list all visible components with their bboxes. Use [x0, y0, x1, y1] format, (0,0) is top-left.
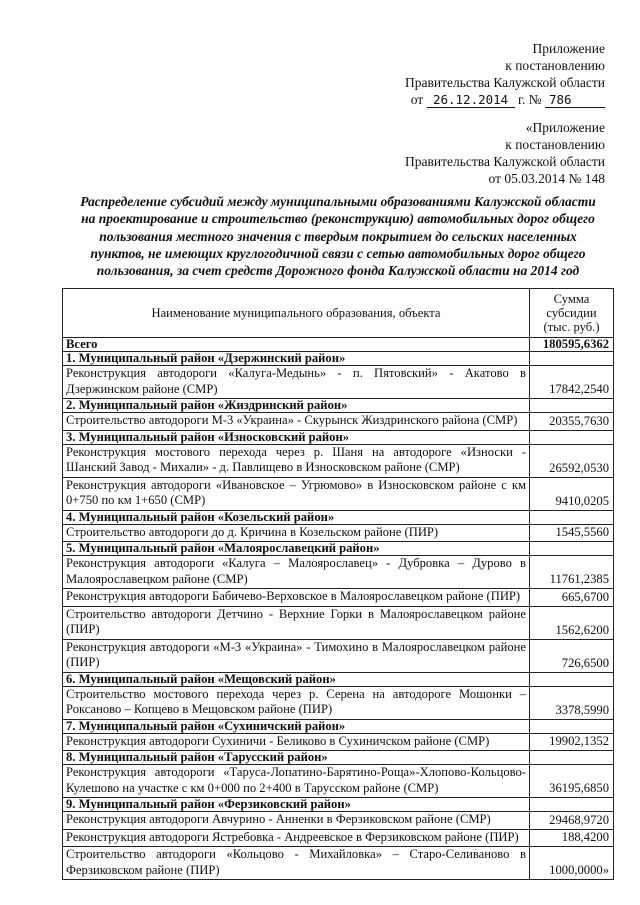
project-name: Реконструкция автодороги «Калуга-Медынь» - п. Пятовский» - Акатово в Дзержинском районе (СМР): [63, 366, 530, 399]
table-row: [63, 639, 614, 672]
prev-government-label: Правительства Калужской области: [404, 154, 605, 169]
district-amount-empty: [530, 672, 614, 686]
project-amount: 188,4200: [530, 829, 614, 847]
table-row: [63, 413, 614, 431]
project-amount: 1545,5560: [530, 524, 614, 542]
table-row: [63, 444, 614, 477]
project-name: Реконструкция автодороги Бабичево-Верховское в Малоярославецком районе (ПИР): [63, 589, 530, 607]
project-amount: 11761,2385: [530, 556, 614, 589]
district-row: [63, 719, 614, 733]
project-amount: 29468,9720: [530, 812, 614, 830]
project-name: Строительство автодороги «Кольцово - Михайловка» – Старо-Селиваново в Ферзиковском районе (ПИР): [63, 847, 530, 880]
district-row: [63, 542, 614, 556]
project-name: Реконструкция автодороги Сухиничи - Беликово в Сухиничском районе (СМР): [63, 733, 530, 751]
table-row: [63, 556, 614, 589]
appendix-label: Приложение: [532, 41, 605, 56]
table-row: [63, 589, 614, 607]
district-name: 4. Муниципальный район «Козельский район»: [63, 510, 530, 524]
table-row: [63, 606, 614, 639]
district-amount-empty: [530, 719, 614, 733]
district-name: 9. Муниципальный район «Ферзиковский район»: [63, 798, 530, 812]
col-header-sum-line2: субсидии: [546, 306, 597, 320]
project-amount: 19902,1352: [530, 733, 614, 751]
district-name: 2. Муниципальный район «Жиздринский район»: [63, 399, 530, 413]
project-name: Реконструкция автодороги «Калуга – Малоярославец» - Дубровка – Дурово в Малоярославецком районе (СМР): [63, 556, 530, 589]
total-row: [63, 338, 614, 352]
district-amount-empty: [530, 798, 614, 812]
project-name: Реконструкция автодороги «М-3 «Украина» - Тимохино в Малоярославецком районе (ПИР): [63, 639, 530, 672]
district-row: [63, 798, 614, 812]
project-amount: 1562,6200: [530, 606, 614, 639]
table-row: [63, 847, 614, 880]
project-amount: 9410,0205: [530, 477, 614, 510]
project-amount: 26592,0530: [530, 444, 614, 477]
prev-appendix-label: «Приложение: [525, 120, 605, 135]
table-row: [63, 733, 614, 751]
project-amount: 20355,7630: [530, 413, 614, 431]
total-value: 180595,6362: [530, 338, 614, 352]
table-row: [63, 812, 614, 830]
project-amount: 17842,2540: [530, 366, 614, 399]
district-amount-empty: [530, 542, 614, 556]
project-name: Строительство автодороги до д. Кричина в Козельском районе (ПИР): [63, 524, 530, 542]
district-row: [63, 399, 614, 413]
district-name: 8. Муниципальный район «Тарусский район»: [63, 751, 530, 765]
project-name: Строительство мостового перехода через р. Серена на автодороге Мошонки – Роксаново – Копцево в Мещовском районе (ПИР): [63, 686, 530, 719]
document-title: Распределение субсидий между муниципальными образованиями Калужской области на проектирование и строительство (реконструкцию) автомобильных дорог общего пользования местного значения с твердым покрытием до сельских населенных пунктов, не имеющих круглогодичной связи с сетью автомобильных дорог общего пользования, за счет средств Дорожного фонда Калужской области на 2014 год: [80, 194, 596, 279]
district-row: [63, 352, 614, 366]
project-name: Реконструкция автодороги «Ивановское – Угрюмово» в Износковском районе с км 0+750 по км 1+650 (СМР): [63, 477, 530, 510]
district-name: 1. Муниципальный район «Дзержинский район»: [63, 352, 530, 366]
table-row: [63, 765, 614, 798]
district-name: 6. Муниципальный район «Мещовский район»: [63, 672, 530, 686]
g-number-label: г. №: [517, 92, 542, 107]
appendix-header-previous: [405, 119, 605, 187]
col-header-sum-line1: Сумма: [553, 292, 590, 306]
table-header-row: [63, 289, 614, 338]
district-name: 7. Муниципальный район «Сухиничский район»: [63, 719, 530, 733]
district-name: 5. Муниципальный район «Малоярославецкий район»: [63, 542, 530, 556]
prev-resolution-label: к постановлению: [505, 137, 605, 152]
col-header-name: Наименование муниципального образования, объекта: [63, 289, 530, 338]
project-name: Реконструкция автодороги Ястребовка - Андреевское в Ферзиковском районе (ПИР): [63, 829, 530, 847]
project-amount: 665,6700: [530, 589, 614, 607]
project-name: Строительство автодороги М-3 «Украина» - Скурынск Жиздринского района (СМР): [63, 413, 530, 431]
district-amount-empty: [530, 352, 614, 366]
project-amount: 3378,5990: [530, 686, 614, 719]
district-row: [63, 510, 614, 524]
project-name: Реконструкция автодороги Авчурино - Анненки в Ферзиковском районе (СМР): [63, 812, 530, 830]
prev-date-number: от 05.03.2014 № 148: [488, 171, 605, 186]
government-label: Правительства Калужской области: [404, 75, 605, 90]
date-number-line: [405, 91, 605, 108]
table-row: [63, 366, 614, 399]
ot-label: от: [410, 92, 424, 107]
table-row: [63, 686, 614, 719]
total-label: Всего: [63, 338, 530, 352]
table-row: [63, 524, 614, 542]
district-row: [63, 430, 614, 444]
district-amount-empty: [530, 430, 614, 444]
district-row: [63, 672, 614, 686]
col-header-sum-line3: (тыс. руб.): [543, 320, 600, 334]
district-name: 3. Муниципальный район «Износковский район»: [63, 430, 530, 444]
project-name: Строительство автодороги Детчино - Верхние Горки в Малоярославецком районе (ПИР): [63, 606, 530, 639]
district-amount-empty: [530, 751, 614, 765]
table-row: [63, 477, 614, 510]
resolution-number: 786: [545, 93, 605, 108]
table-row: [63, 829, 614, 847]
project-name: Реконструкция автодороги «Таруса-Лопатино-Барятино-Роща»-Хлопово-Кольцово-Кулешово на участке с км 0+000 по 2+400 в Тарусском районе (СМР): [63, 765, 530, 798]
resolution-date: 26.12.2014: [427, 93, 515, 108]
appendix-header-current: [405, 40, 605, 108]
district-row: [63, 751, 614, 765]
project-amount: 36195,6850: [530, 765, 614, 798]
project-amount: 726,6500: [530, 639, 614, 672]
subsidy-table: [62, 288, 614, 880]
district-amount-empty: [530, 399, 614, 413]
resolution-label: к постановлению: [505, 58, 605, 73]
district-amount-empty: [530, 510, 614, 524]
col-header-sum: [530, 289, 614, 338]
project-amount: 1000,0000»: [530, 847, 614, 880]
project-name: Реконструкция мостового перехода через р. Шаня на автодороге «Износки - Шанский Завод - Михали» - д. Павлищево в Износковском районе (СМР): [63, 444, 530, 477]
